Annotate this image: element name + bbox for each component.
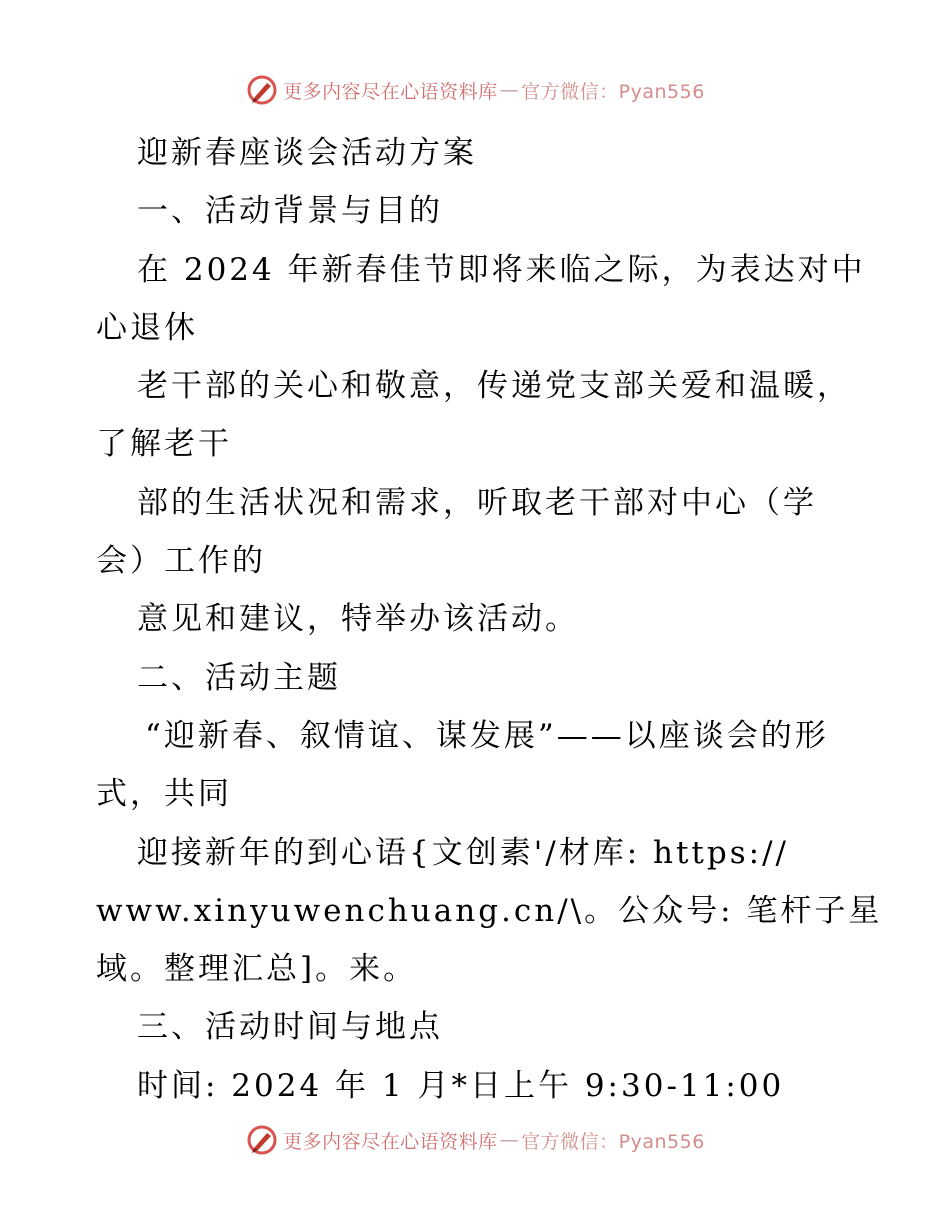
paragraph-line: “迎新春、叙情谊、谋发展”——以座谈会的形 [145,717,829,754]
doc-title: 迎新春座谈会活动方案 [137,135,477,171]
paragraph-line: 迎接新年的到心语{文创素'/材库: https:// [137,834,789,871]
document-body [96,124,883,1115]
section-heading: 二、活动主题 [137,659,341,696]
paragraph-line: 在 2024 年新春佳节即将来临之际，为表达对中 [137,251,866,288]
pen-logo-icon [245,73,279,107]
watermark-wechat: 官方微信：Pyan556 [521,80,705,103]
watermark-dash: — [499,79,520,101]
paragraph-line: 心退休 [96,309,198,346]
watermark-wechat: 官方微信：Pyan556 [521,1130,705,1153]
watermark-dash: — [499,1129,520,1151]
section-heading: 一、活动背景与目的 [137,193,443,230]
paragraph-line: 域。整理汇总]。来。 [96,951,418,988]
paragraph-line: www.xinyuwenchuang.cn/\。公众号: 笔杆子星 [96,892,883,929]
footer-watermark [0,1120,950,1160]
paragraph-line: 时间: 2024 年 1 月*日上午 9:30-11:00 [137,1067,785,1104]
header-watermark [0,70,950,110]
section-heading: 三、活动时间与地点 [137,1009,443,1046]
paragraph-line: 式，共同 [96,776,232,813]
pen-logo-icon [245,1123,279,1157]
paragraph-line: 老干部的关心和敬意，传递党支部关爱和温暖， [137,368,851,405]
paragraph-line: 意见和建议，特举办该活动。 [137,601,579,638]
watermark-text: 更多内容尽在心语资料库 [283,80,498,103]
paragraph-line: 会）工作的 [96,543,266,580]
paragraph-line: 了解老干 [96,426,232,463]
watermark-text: 更多内容尽在心语资料库 [283,1130,498,1153]
paragraph-line: 部的生活状况和需求，听取老干部对中心（学 [137,484,817,521]
